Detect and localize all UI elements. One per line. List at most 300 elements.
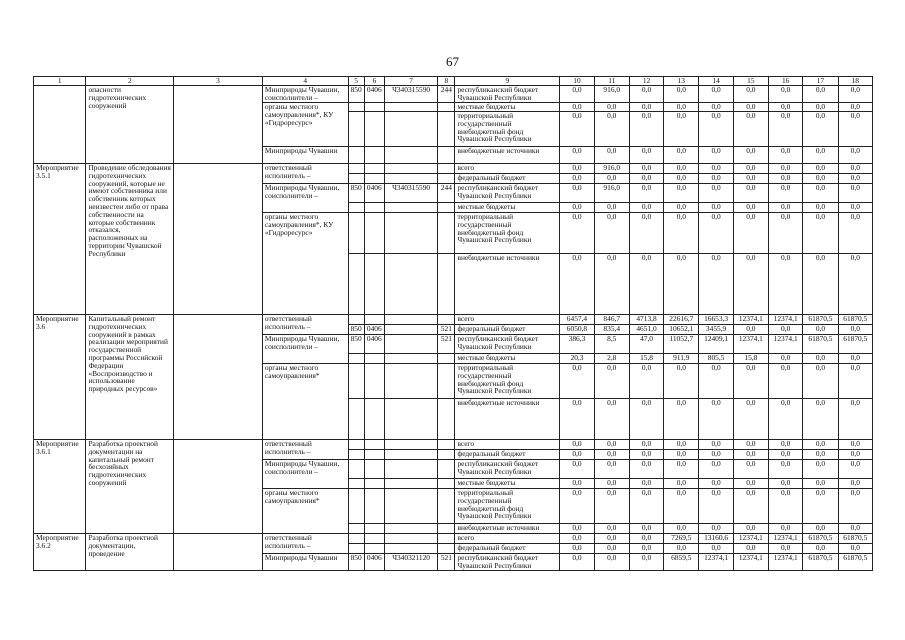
- value-cell: 0,0: [733, 86, 768, 103]
- col-header: 15: [733, 77, 768, 86]
- value-cell: 61870,5: [838, 335, 872, 354]
- code-grbs: 850: [348, 325, 364, 335]
- value-cell: 0,0: [560, 364, 594, 399]
- value-cell: 0,0: [699, 184, 733, 203]
- value-cell: 0,0: [594, 364, 629, 399]
- value-cell: 4713,8: [629, 315, 663, 325]
- code-csr: [384, 213, 437, 254]
- code-grbs: 850: [348, 86, 364, 103]
- value-cell: 0,0: [803, 254, 838, 315]
- code-vr: [438, 112, 455, 147]
- code-csr: [384, 524, 437, 534]
- funding-source: местные бюджеты: [455, 203, 560, 213]
- code-grbs: [348, 489, 364, 524]
- value-cell: 0,0: [733, 450, 768, 460]
- measure-executor: [174, 315, 263, 440]
- col-header: 16: [769, 77, 803, 86]
- code-rzpr: 0406: [364, 184, 384, 203]
- table-row: [34, 534, 873, 544]
- value-cell: 0,0: [803, 524, 838, 534]
- col-header: 9: [455, 77, 560, 86]
- value-cell: 0,0: [699, 112, 733, 147]
- value-cell: 61870,5: [803, 315, 838, 325]
- code-rzpr: [364, 213, 384, 254]
- value-cell: 13160,6: [699, 534, 733, 544]
- code-vr: 521: [438, 554, 455, 571]
- code-rzpr: 0406: [364, 325, 384, 335]
- value-cell: 0,0: [664, 479, 699, 489]
- value-cell: 11052,7: [664, 335, 699, 354]
- code-grbs: [348, 164, 364, 174]
- value-cell: 0,0: [560, 534, 594, 544]
- participant-cell: ответственный исполнитель –: [262, 164, 348, 184]
- value-cell: 0,0: [769, 440, 803, 450]
- code-vr: [438, 315, 455, 325]
- col-header: 2: [86, 77, 174, 86]
- code-vr: [438, 524, 455, 534]
- value-cell: 0,0: [838, 103, 872, 112]
- value-cell: 12374,1: [769, 335, 803, 354]
- code-csr: [384, 174, 437, 184]
- code-vr: [438, 399, 455, 440]
- code-rzpr: 0406: [364, 86, 384, 103]
- code-csr: [384, 440, 437, 450]
- value-cell: 0,0: [594, 460, 629, 479]
- value-cell: 0,0: [838, 479, 872, 489]
- measure-executor: [174, 86, 263, 164]
- code-rzpr: [364, 479, 384, 489]
- value-cell: 0,0: [733, 479, 768, 489]
- value-cell: 0,0: [733, 524, 768, 534]
- value-cell: 0,0: [560, 203, 594, 213]
- value-cell: 0,0: [733, 147, 768, 164]
- funding-source: внебюджетные источники: [455, 254, 560, 315]
- code-vr: 244: [438, 86, 455, 103]
- code-grbs: [348, 174, 364, 184]
- code-rzpr: [364, 399, 384, 440]
- value-cell: 6457,4: [560, 315, 594, 325]
- value-cell: 0,0: [838, 203, 872, 213]
- value-cell: 0,0: [560, 554, 594, 571]
- participant-cell: Минприроды Чувашии, соисполнители –: [262, 460, 348, 489]
- code-vr: [438, 164, 455, 174]
- value-cell: 0,0: [803, 354, 838, 364]
- value-cell: 386,3: [560, 335, 594, 354]
- value-cell: 0,0: [629, 112, 663, 147]
- code-grbs: 850: [348, 184, 364, 203]
- col-header: 8: [438, 77, 455, 86]
- value-cell: 0,0: [664, 112, 699, 147]
- measure-name: Разработка проектной документации, проведение: [86, 534, 174, 571]
- participant-cell: органы местного самоуправления*, КУ «Гидроресурс»: [262, 213, 348, 315]
- value-cell: 0,0: [803, 164, 838, 174]
- funding-source: республиканский бюджет Чувашской Республики: [455, 554, 560, 571]
- code-rzpr: 0406: [364, 335, 384, 354]
- participant-cell: органы местного самоуправления*, КУ «Гидроресурс»: [262, 103, 348, 147]
- value-cell: 20,3: [560, 354, 594, 364]
- value-cell: 0,0: [629, 524, 663, 534]
- funding-source: федеральный бюджет: [455, 450, 560, 460]
- value-cell: 0,0: [838, 524, 872, 534]
- column-header-row: [34, 77, 873, 86]
- code-grbs: [348, 460, 364, 479]
- measure-id: Мероприятие 3.6: [34, 315, 86, 440]
- code-vr: [438, 354, 455, 364]
- code-csr: [384, 254, 437, 315]
- value-cell: 0,0: [594, 489, 629, 524]
- measure-id: Мероприятие 3.5.1: [34, 164, 86, 315]
- value-cell: 911,9: [664, 354, 699, 364]
- participant-cell: Минприроды Чувашии, соисполнители –: [262, 86, 348, 103]
- code-csr: [384, 354, 437, 364]
- value-cell: 0,0: [838, 213, 872, 254]
- value-cell: 0,0: [803, 460, 838, 479]
- code-grbs: 850: [348, 335, 364, 354]
- measure-name: Капитальный ремонт гидротехнических сооружений в рамках реализации мероприятий государственной программы Российской Федерации «Воспроизводство и использование природных ресурсов»: [86, 315, 174, 440]
- code-csr: [384, 364, 437, 399]
- value-cell: 0,0: [803, 450, 838, 460]
- value-cell: 61870,5: [838, 534, 872, 544]
- value-cell: 0,0: [733, 364, 768, 399]
- value-cell: 0,0: [733, 489, 768, 524]
- value-cell: 12374,1: [733, 335, 768, 354]
- measure-executor: [174, 440, 263, 534]
- value-cell: 61870,5: [803, 534, 838, 544]
- value-cell: 0,0: [838, 364, 872, 399]
- value-cell: 0,0: [838, 325, 872, 335]
- participant-cell: ответственный исполнитель –: [262, 440, 348, 460]
- col-header: 1: [34, 77, 86, 86]
- value-cell: 0,0: [629, 554, 663, 571]
- table-row: [34, 440, 873, 450]
- code-rzpr: [364, 489, 384, 524]
- value-cell: 0,0: [733, 103, 768, 112]
- funding-source: республиканский бюджет Чувашской Республики: [455, 184, 560, 203]
- col-header: 10: [560, 77, 594, 86]
- code-vr: [438, 450, 455, 460]
- value-cell: 0,0: [594, 440, 629, 450]
- value-cell: 0,0: [629, 460, 663, 479]
- value-cell: 0,0: [769, 112, 803, 147]
- code-rzpr: [364, 460, 384, 479]
- code-csr: [384, 112, 437, 147]
- measure-id: [34, 86, 86, 164]
- value-cell: 0,0: [769, 213, 803, 254]
- value-cell: 0,0: [769, 254, 803, 315]
- value-cell: 0,0: [699, 86, 733, 103]
- value-cell: 0,0: [733, 399, 768, 440]
- value-cell: 2,8: [594, 354, 629, 364]
- col-header: 12: [629, 77, 663, 86]
- code-rzpr: [364, 450, 384, 460]
- value-cell: 0,0: [594, 544, 629, 554]
- measure-executor: [174, 164, 263, 315]
- col-header: 13: [664, 77, 699, 86]
- col-header: 5: [348, 77, 364, 86]
- code-grbs: [348, 534, 364, 544]
- value-cell: 916,0: [594, 86, 629, 103]
- value-cell: 0,0: [838, 544, 872, 554]
- participant-cell: Минприроды Чувашии, соисполнители –: [262, 184, 348, 213]
- value-cell: 0,0: [560, 460, 594, 479]
- value-cell: 0,0: [629, 534, 663, 544]
- value-cell: 0,0: [560, 174, 594, 184]
- table-row: [34, 315, 873, 325]
- code-csr: [384, 450, 437, 460]
- value-cell: 0,0: [629, 364, 663, 399]
- value-cell: 0,0: [699, 460, 733, 479]
- code-grbs: [348, 254, 364, 315]
- value-cell: 0,0: [629, 450, 663, 460]
- value-cell: 0,0: [560, 479, 594, 489]
- value-cell: 0,0: [838, 174, 872, 184]
- code-rzpr: [364, 524, 384, 534]
- code-rzpr: [364, 164, 384, 174]
- code-grbs: [348, 440, 364, 450]
- code-csr: Ч340315590: [384, 86, 437, 103]
- value-cell: 3455,9: [699, 325, 733, 335]
- table-row: [34, 86, 873, 103]
- code-grbs: [348, 524, 364, 534]
- value-cell: 0,0: [629, 399, 663, 440]
- value-cell: 7269,5: [664, 534, 699, 544]
- col-header: 18: [838, 77, 872, 86]
- value-cell: 0,0: [560, 112, 594, 147]
- value-cell: 0,0: [769, 86, 803, 103]
- value-cell: 0,0: [769, 524, 803, 534]
- funding-source: всего: [455, 534, 560, 544]
- value-cell: 0,0: [769, 399, 803, 440]
- value-cell: 0,0: [629, 479, 663, 489]
- value-cell: 0,0: [699, 544, 733, 554]
- value-cell: 0,0: [803, 544, 838, 554]
- value-cell: 0,0: [699, 147, 733, 164]
- value-cell: 0,0: [664, 213, 699, 254]
- value-cell: 12374,1: [769, 315, 803, 325]
- code-csr: [384, 460, 437, 479]
- value-cell: 0,0: [560, 164, 594, 174]
- value-cell: 0,0: [803, 203, 838, 213]
- value-cell: 0,0: [594, 479, 629, 489]
- value-cell: 0,0: [733, 254, 768, 315]
- value-cell: 12374,1: [733, 534, 768, 544]
- value-cell: 0,0: [560, 399, 594, 440]
- measure-name: Проведение обследования гидротехнических сооружений, которые не имеют собственника или собственник которых неизвестен либо от права собственности на которые собственник отказался, расположенных на территории Чувашской Республики: [86, 164, 174, 315]
- value-cell: 0,0: [803, 399, 838, 440]
- value-cell: 0,0: [560, 254, 594, 315]
- value-cell: 0,0: [560, 103, 594, 112]
- funding-source: федеральный бюджет: [455, 544, 560, 554]
- value-cell: 0,0: [699, 450, 733, 460]
- code-grbs: [348, 203, 364, 213]
- measure-id: Мероприятие 3.6.2: [34, 534, 86, 571]
- funding-source: внебюджетные источники: [455, 147, 560, 164]
- value-cell: 0,0: [769, 164, 803, 174]
- code-csr: [384, 203, 437, 213]
- value-cell: 0,0: [733, 440, 768, 450]
- value-cell: 0,0: [803, 174, 838, 184]
- code-rzpr: [364, 534, 384, 544]
- value-cell: 0,0: [699, 164, 733, 174]
- code-vr: [438, 544, 455, 554]
- code-rzpr: [364, 203, 384, 213]
- value-cell: 0,0: [629, 254, 663, 315]
- value-cell: 0,0: [560, 184, 594, 203]
- value-cell: 0,0: [560, 544, 594, 554]
- table-row: [34, 164, 873, 174]
- value-cell: 0,0: [838, 164, 872, 174]
- value-cell: 0,0: [664, 524, 699, 534]
- code-vr: 521: [438, 325, 455, 335]
- measure-name: опасности гидротехнических сооружений: [86, 86, 174, 164]
- value-cell: 0,0: [699, 399, 733, 440]
- value-cell: 61870,5: [838, 315, 872, 325]
- code-rzpr: 0406: [364, 554, 384, 571]
- value-cell: 0,0: [838, 86, 872, 103]
- value-cell: 0,0: [803, 364, 838, 399]
- value-cell: 0,0: [769, 489, 803, 524]
- value-cell: 47,0: [629, 335, 663, 354]
- value-cell: 0,0: [664, 544, 699, 554]
- code-rzpr: [364, 112, 384, 147]
- col-header: 7: [384, 77, 437, 86]
- funding-source: федеральный бюджет: [455, 325, 560, 335]
- col-header: 4: [262, 77, 348, 86]
- value-cell: 0,0: [699, 440, 733, 450]
- funding-source: республиканский бюджет Чувашской Республики: [455, 86, 560, 103]
- code-csr: [384, 399, 437, 440]
- code-csr: [384, 103, 437, 112]
- value-cell: 12374,1: [733, 554, 768, 571]
- code-vr: 244: [438, 184, 455, 203]
- code-grbs: [348, 479, 364, 489]
- value-cell: 0,0: [699, 103, 733, 112]
- value-cell: 0,0: [699, 479, 733, 489]
- code-csr: Ч340321120: [384, 554, 437, 571]
- funding-source: всего: [455, 315, 560, 325]
- code-vr: [438, 213, 455, 254]
- measure-executor: [174, 534, 263, 571]
- col-header: 14: [699, 77, 733, 86]
- value-cell: 0,0: [733, 203, 768, 213]
- value-cell: 0,0: [838, 112, 872, 147]
- value-cell: 0,0: [594, 112, 629, 147]
- value-cell: 0,0: [594, 174, 629, 184]
- value-cell: 916,0: [594, 164, 629, 174]
- value-cell: 0,0: [838, 184, 872, 203]
- code-grbs: [348, 147, 364, 164]
- value-cell: 0,0: [803, 184, 838, 203]
- code-grbs: [348, 544, 364, 554]
- value-cell: 0,0: [803, 325, 838, 335]
- code-vr: 521: [438, 335, 455, 354]
- value-cell: 0,0: [769, 544, 803, 554]
- value-cell: 0,0: [664, 254, 699, 315]
- value-cell: 916,0: [594, 184, 629, 203]
- value-cell: 0,0: [769, 184, 803, 203]
- value-cell: 0,0: [594, 147, 629, 164]
- funding-source: всего: [455, 440, 560, 450]
- value-cell: 0,0: [733, 174, 768, 184]
- value-cell: 0,0: [803, 86, 838, 103]
- code-vr: [438, 440, 455, 450]
- value-cell: 0,0: [699, 524, 733, 534]
- value-cell: 6859,5: [664, 554, 699, 571]
- value-cell: 12409,1: [699, 335, 733, 354]
- participant-cell: органы местного самоуправления*: [262, 364, 348, 440]
- code-grbs: 850: [348, 554, 364, 571]
- value-cell: 0,0: [664, 174, 699, 184]
- value-cell: 0,0: [664, 103, 699, 112]
- value-cell: 0,0: [769, 479, 803, 489]
- value-cell: 0,0: [769, 460, 803, 479]
- code-grbs: [348, 213, 364, 254]
- code-vr: [438, 479, 455, 489]
- value-cell: 0,0: [629, 489, 663, 524]
- value-cell: 0,0: [803, 479, 838, 489]
- value-cell: 0,0: [733, 184, 768, 203]
- code-grbs: [348, 354, 364, 364]
- value-cell: 0,0: [733, 460, 768, 479]
- col-header: 11: [594, 77, 629, 86]
- code-grbs: [348, 315, 364, 325]
- value-cell: 0,0: [560, 450, 594, 460]
- value-cell: 0,0: [769, 354, 803, 364]
- value-cell: 0,0: [838, 354, 872, 364]
- col-header: 6: [364, 77, 384, 86]
- value-cell: 0,0: [629, 164, 663, 174]
- value-cell: 0,0: [664, 364, 699, 399]
- funding-source: местные бюджеты: [455, 479, 560, 489]
- value-cell: 0,0: [769, 174, 803, 184]
- value-cell: 12374,1: [699, 554, 733, 571]
- value-cell: 0,0: [594, 534, 629, 544]
- funding-source: республиканский бюджет Чувашской Республики: [455, 460, 560, 479]
- value-cell: 0,0: [838, 147, 872, 164]
- code-csr: [384, 147, 437, 164]
- code-grbs: [348, 103, 364, 112]
- code-csr: [384, 325, 437, 335]
- code-vr: [438, 174, 455, 184]
- value-cell: 4651,0: [629, 325, 663, 335]
- funding-source: территориальный государственный внебюджетный фонд Чувашской Республики: [455, 489, 560, 524]
- value-cell: 0,0: [733, 325, 768, 335]
- value-cell: 0,0: [803, 112, 838, 147]
- value-cell: 0,0: [560, 440, 594, 450]
- value-cell: 0,0: [664, 184, 699, 203]
- value-cell: 0,0: [594, 450, 629, 460]
- value-cell: 0,0: [629, 147, 663, 164]
- value-cell: 0,0: [629, 103, 663, 112]
- participant-cell: Минприроды Чувашии, соисполнители –: [262, 335, 348, 364]
- value-cell: 8,5: [594, 335, 629, 354]
- funding-source: всего: [455, 164, 560, 174]
- funding-source: территориальный государственный внебюджетный фонд Чувашской Республики: [455, 112, 560, 147]
- value-cell: 0,0: [664, 440, 699, 450]
- value-cell: 0,0: [769, 147, 803, 164]
- value-cell: 0,0: [560, 86, 594, 103]
- value-cell: 0,0: [803, 213, 838, 254]
- value-cell: 0,0: [733, 112, 768, 147]
- value-cell: 0,0: [699, 364, 733, 399]
- value-cell: 0,0: [629, 544, 663, 554]
- value-cell: 16653,3: [699, 315, 733, 325]
- code-rzpr: [364, 364, 384, 399]
- code-rzpr: [364, 354, 384, 364]
- value-cell: 0,0: [769, 450, 803, 460]
- value-cell: 0,0: [594, 103, 629, 112]
- col-header: 3: [174, 77, 263, 86]
